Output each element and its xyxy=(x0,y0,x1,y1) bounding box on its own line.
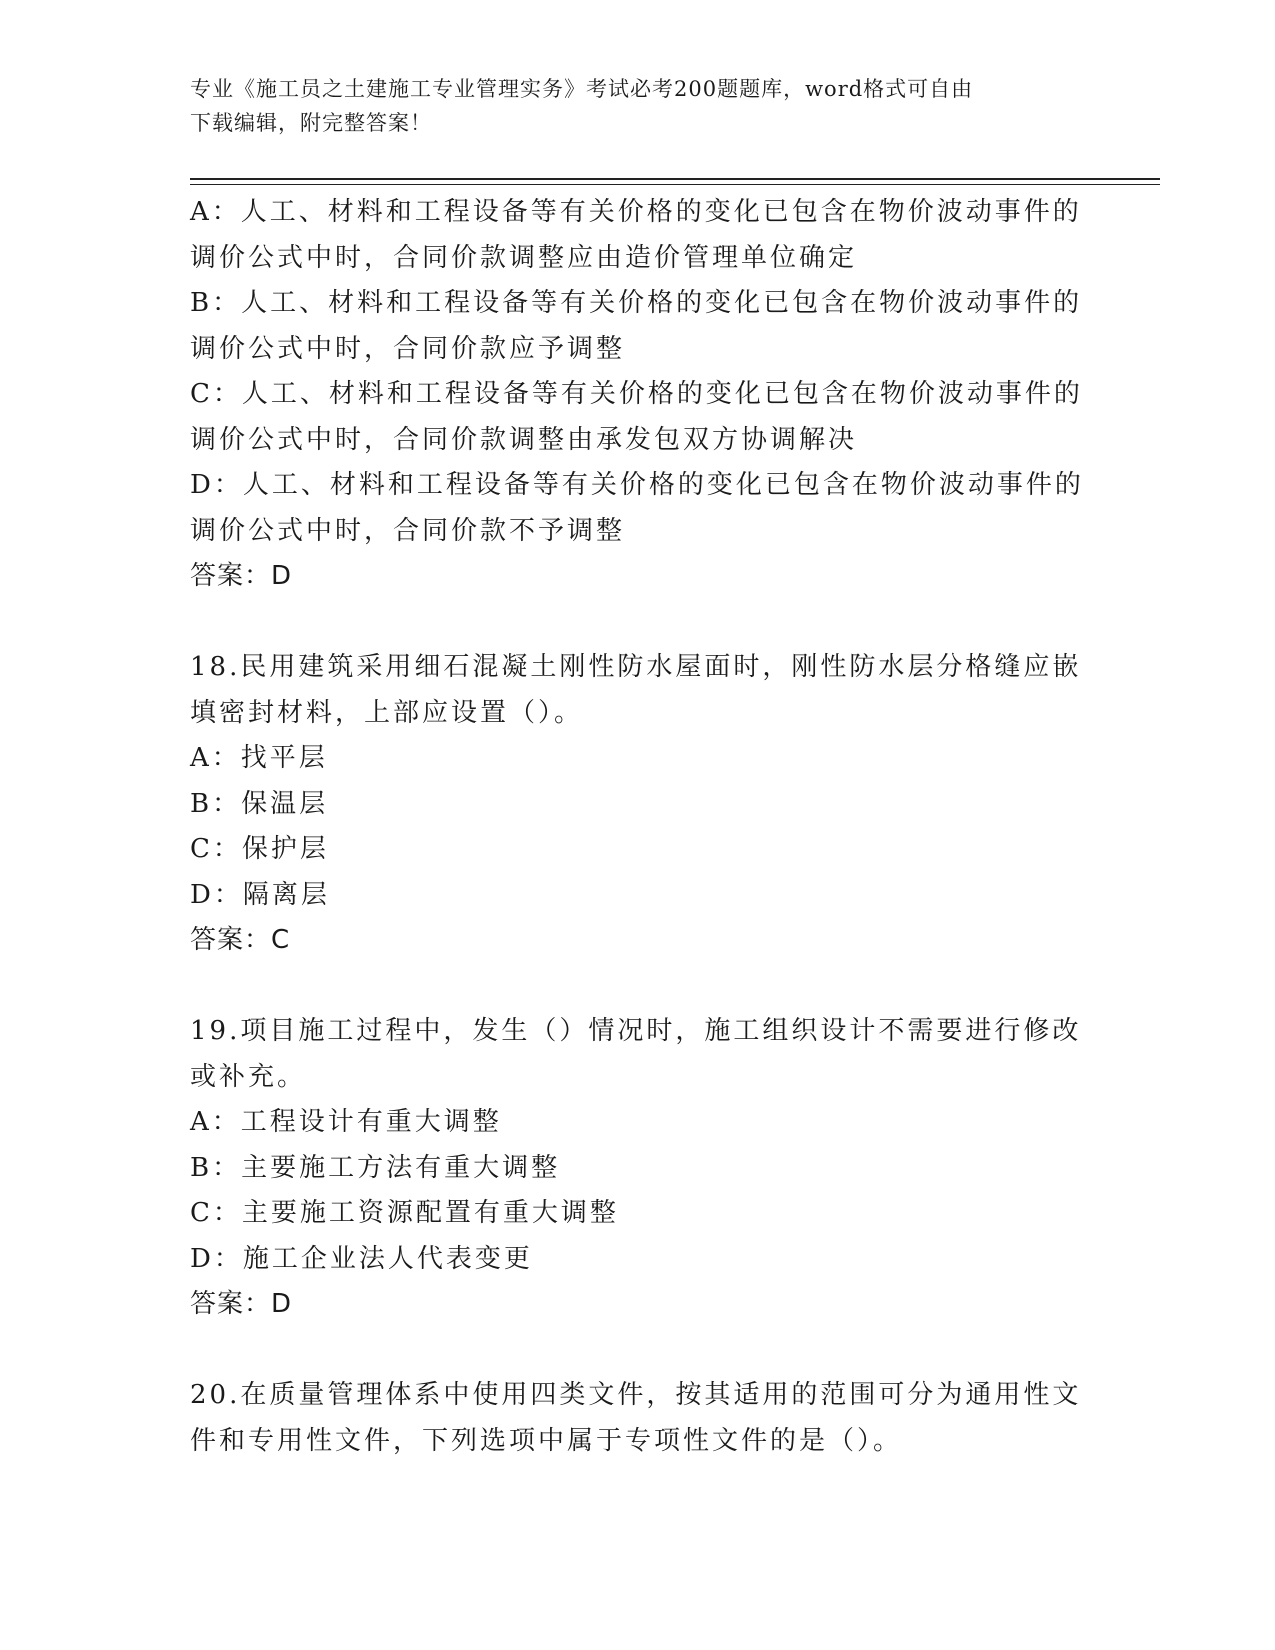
question-18-option-a: A：找平层 xyxy=(190,743,328,773)
spacer xyxy=(190,600,1090,646)
option-d-line-1: D：人工、材料和工程设备等有关价格的变化已包含在物价波动事件的 xyxy=(190,470,1084,500)
question-18-option-b: B：保温层 xyxy=(190,788,329,819)
question-17-answer: 答案：D xyxy=(190,561,293,591)
option-b-line-2: 调价公式中时，合同价款应予调整 xyxy=(190,333,626,364)
question-19-answer: 答案：D xyxy=(190,1289,293,1319)
header-line-1: 专业《施工员之土建施工专业管理实务》考试必考200题题库，word格式可自由 xyxy=(190,77,974,101)
header-divider-thick xyxy=(190,178,1160,180)
question-19-option-c: C：主要施工资源配置有重大调整 xyxy=(190,1198,619,1228)
question-19-option-b: B：主要施工方法有重大调整 xyxy=(190,1152,561,1183)
option-d-line-2: 调价公式中时，合同价款不予调整 xyxy=(190,515,626,546)
option-c-line-1: C：人工、材料和工程设备等有关价格的变化已包含在物价波动事件的 xyxy=(190,379,1083,409)
option-a-line-2: 调价公式中时，合同价款调整应由造价管理单位确定 xyxy=(190,242,858,273)
question-17-options xyxy=(190,190,1090,554)
question-20-stem-line-1: 20.在质量管理体系中使用四类文件，按其适用的范围可分为通用性文 xyxy=(190,1380,1082,1410)
question-20-stem-line-2: 件和专用性文件，下列选项中属于专项性文件的是（）。 xyxy=(190,1425,903,1456)
question-content xyxy=(190,190,1090,1464)
question-18-stem-line-1: 18.民用建筑采用细石混凝土刚性防水屋面时，刚性防水层分格缝应嵌 xyxy=(190,652,1082,682)
question-18-option-d: D：隔离层 xyxy=(190,879,330,910)
spacer xyxy=(190,1328,1090,1374)
option-a-line-1: A：人工、材料和工程设备等有关价格的变化已包含在物价波动事件的 xyxy=(190,197,1082,227)
question-19-option-a: A：工程设计有重大调整 xyxy=(190,1107,502,1137)
question-19-stem-line-1: 19.项目施工过程中，发生（）情况时，施工组织设计不需要进行修改 xyxy=(190,1016,1082,1046)
question-19-option-d: D：施工企业法人代表变更 xyxy=(190,1243,533,1274)
spacer xyxy=(190,964,1090,1010)
option-c-line-2: 调价公式中时，合同价款调整由承发包双方协调解决 xyxy=(190,424,858,455)
question-19-stem-line-2: 或补充。 xyxy=(190,1061,307,1092)
document-header xyxy=(190,72,1080,140)
question-18-answer: 答案：C xyxy=(190,925,291,955)
question-18-option-c: C：保护层 xyxy=(190,834,329,864)
question-18-stem-line-2: 填密封材料，上部应设置（）。 xyxy=(190,697,584,728)
header-divider-thin xyxy=(190,184,1160,185)
option-b-line-1: B：人工、材料和工程设备等有关价格的变化已包含在物价波动事件的 xyxy=(190,288,1083,318)
header-line-2: 下载编辑，附完整答案！ xyxy=(190,111,432,135)
